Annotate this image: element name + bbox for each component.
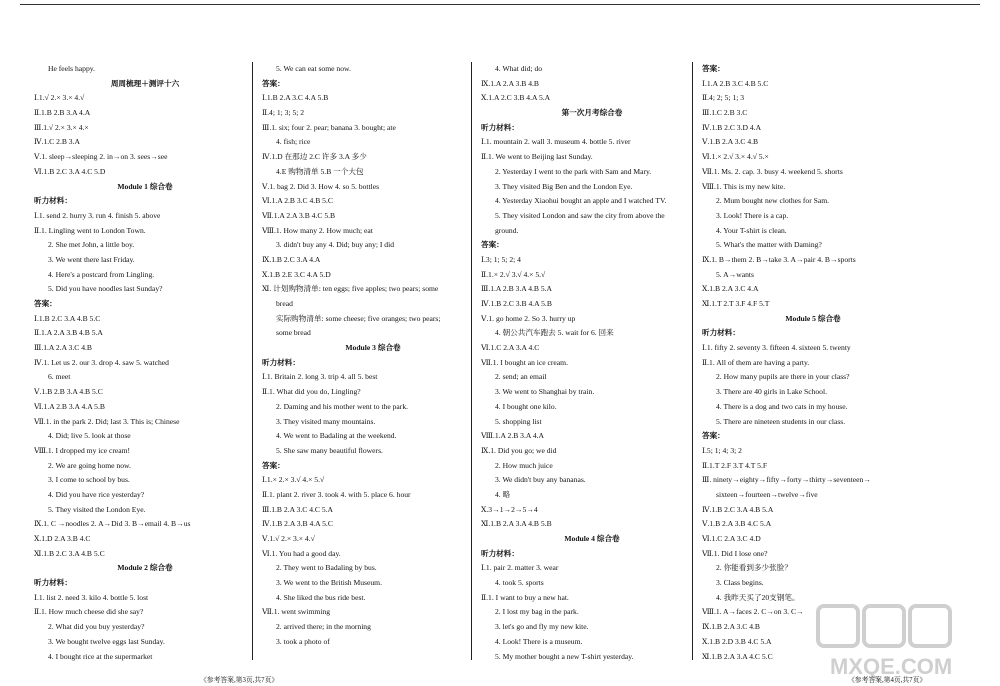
- answer-line: 4. 略: [495, 489, 511, 499]
- answer-line: Ⅵ.1.B 2.C 3.A 4.C 5.D: [34, 166, 106, 176]
- answer-line: 4. She liked the bus ride best.: [276, 592, 366, 602]
- answer-line: 2. arrived there; in the morning: [276, 622, 371, 632]
- answer-line: Ⅰ.1. mountain 2. wall 3. museum 4. bottle 5. river: [481, 137, 631, 147]
- answer-line: Ⅲ. ninety→eighty→fifty→forty→thirty→seventeen→: [702, 475, 871, 485]
- answer-line: Ⅲ.1.√ 2.× 3.× 4.×: [34, 122, 89, 132]
- answer-line: 4.E 购物清单 5.B 一个大包: [276, 166, 364, 176]
- answer-line: Ⅷ.1. This is my new kite.: [702, 181, 786, 191]
- answer-column-3: [481, 62, 703, 662]
- answer-line: Ⅱ.1.B 2.B 3.A 4.A: [34, 108, 91, 118]
- answer-line: Ⅹ.3→1→2→5→4: [481, 504, 538, 514]
- answer-line: Ⅴ.1. go home 2. So 3. hurry up: [481, 313, 576, 323]
- answer-line: Ⅰ.1.B 2.A 3.C 4.A 5.B: [262, 93, 329, 103]
- answer-line: 3. We went to the British Museum.: [276, 578, 382, 588]
- answer-line: Ⅰ.3; 1; 5; 2; 4: [481, 254, 521, 264]
- answer-line: 2. How many pupils are there in your class?: [716, 372, 850, 382]
- answer-line: Ⅶ.1.A 2.A 3.B 4.C 5.B: [262, 210, 336, 220]
- answer-line: Ⅹ.1.A 2.C 3.B 4.A 5.A: [481, 93, 551, 103]
- answer-column-1: [34, 62, 256, 662]
- answer-line: 2. Mum bought new clothes for Sam.: [716, 196, 830, 206]
- answer-line: 5. They visited the London Eye.: [48, 504, 146, 514]
- answer-line: ground.: [495, 225, 519, 235]
- answer-line: 5. We can eat some now.: [276, 64, 351, 73]
- answer-line: bread: [276, 299, 293, 308]
- answer-line: Ⅹ.1.B 2.D 3.B 4.C 5.A: [702, 636, 772, 646]
- answer-line: Ⅺ.1.B 2.C 3.A 4.B 5.C: [34, 548, 105, 558]
- answer-line: Ⅳ.1.B 2.C 3.A 4.B 5.A: [702, 504, 774, 514]
- answer-line: 5. shopping list: [495, 416, 542, 426]
- answer-line: Ⅴ.1. sleep→sleeping 2. in→on 3. sees→see: [34, 152, 168, 162]
- answer-line: Ⅷ.1. A→faces 2. C→on 3. C→: [702, 607, 804, 617]
- section-heading: Module 5 综合卷: [785, 313, 841, 323]
- answer-line: Ⅰ.1.B 2.C 3.A 4.B 5.C: [34, 313, 101, 323]
- answer-line: 4. Here's a postcard from Lingling.: [48, 269, 155, 279]
- answer-line: Ⅹ.1.B 2.A 3.C 4.A: [702, 284, 759, 294]
- answer-line: 5. They visited London and saw the city from above the: [495, 210, 665, 220]
- answer-line: 3. They visited many mountains.: [276, 416, 376, 426]
- answer-line: Ⅴ.1.√ 2.× 3.× 4.√: [262, 534, 315, 543]
- answer-line: Ⅱ.1. We went to Beijing last Sunday.: [481, 152, 593, 162]
- answer-line: 2. Yesterday I went to the park with Sam and Mary.: [495, 166, 652, 176]
- section-heading: 周周梳理＋测评十六: [110, 78, 180, 88]
- answer-line: Ⅵ.1.× 2.√ 3.× 4.√ 5.×: [702, 152, 769, 162]
- answer-line: 4. I bought one kilo.: [495, 401, 557, 411]
- answer-line: Ⅰ.1. fifty 2. seventy 3. fifteen 4. sixteen 5. twenty: [702, 343, 851, 353]
- answer-line: 5. My mother bought a new T-shirt yesterday.: [495, 651, 634, 661]
- answer-line: He feels happy.: [48, 64, 95, 73]
- answer-line: Ⅱ.1. All of them are having a party.: [702, 357, 810, 367]
- top-rule: [20, 4, 980, 5]
- answer-line: Ⅸ.1. C →noodles 2. A→Did 3. B→email 4. B→us: [34, 519, 191, 529]
- answer-line: Ⅳ.1.D 在那边 2.C 许多 3.A 多少: [262, 152, 367, 162]
- subsection-label: 听力材料：: [702, 328, 740, 338]
- answer-line: Ⅺ.1.B 2.A 3.A 4.C 5.C: [702, 651, 773, 661]
- column-divider: [692, 62, 693, 660]
- answer-line: 实际购物清单: some cheese; five oranges; two pears;: [276, 313, 441, 323]
- answer-line: 3. Look! There is a cap.: [716, 210, 789, 220]
- page-footer-right: 《参考答案,第4页,共7页》: [848, 677, 927, 684]
- answer-line: 2. 你能看到多少张脸？: [716, 563, 792, 573]
- answer-line: 5. A→wants: [716, 269, 754, 279]
- answer-line: Ⅳ.1.B 2.A 3.B 4.A 5.C: [262, 519, 333, 529]
- answer-line: Ⅸ.1.A 2.A 3.B 4.B: [481, 78, 539, 88]
- answer-line: 4. What did; do: [495, 64, 543, 73]
- answer-line: Ⅲ.1.A 2.A 3.C 4.B: [34, 343, 92, 353]
- answer-line: Ⅴ.1.B 2.B 3.A 4.B 5.C: [34, 387, 103, 397]
- answer-line: 2. I lost my bag in the park.: [495, 607, 579, 617]
- section-heading: Module 3 综合卷: [345, 343, 401, 353]
- answer-line: 3. let's go and fly my new kite.: [495, 622, 589, 632]
- answer-line: Ⅰ.1. pair 2. matter 3. wear: [481, 563, 559, 573]
- answer-line: Ⅴ.1.B 2.A 3.B 4.C 5.A: [702, 519, 772, 529]
- answer-line: 5. What's the matter with Daming?: [716, 240, 822, 250]
- answer-line: Ⅶ.1. went swimming: [262, 607, 331, 617]
- watermark-text: MXQE.COM: [830, 654, 953, 679]
- answer-line: Ⅱ.1. Lingling went to London Town.: [34, 225, 146, 235]
- column-divider: [471, 62, 472, 660]
- answer-line: Ⅱ.1.T 2.F 3.T 4.T 5.F: [702, 460, 768, 470]
- watermark-logo: [812, 600, 992, 680]
- answer-line: 5. Did you have noodles last Sunday?: [48, 284, 163, 294]
- answer-line: Ⅸ.1.B 2.A 3.C 4.B: [702, 622, 760, 632]
- answer-line: Ⅳ.1. Let us 2. our 3. drop 4. saw 5. watched: [34, 357, 169, 367]
- answer-line: Ⅵ.1.C 2.A 3.C 4.D: [702, 534, 761, 543]
- answer-line: 2. She met John, a little boy.: [48, 240, 135, 250]
- answer-line: Ⅳ.1.B 2.C 3.D 4.A: [702, 122, 762, 132]
- answer-line: Ⅸ.1. B→them 2. B→take 3. A→pair 4. B→sports: [702, 254, 856, 264]
- answer-line: some bread: [276, 328, 311, 338]
- subsection-label: 答案：: [702, 64, 725, 73]
- subsection-label: 听力材料：: [481, 122, 519, 132]
- answer-line: Ⅲ.1. six; four 2. pear; banana 3. bought; ate: [262, 122, 396, 132]
- answer-line: Ⅲ.1.B 2.A 3.C 4.C 5.A: [262, 504, 334, 514]
- subsection-label: 答案：: [702, 431, 725, 441]
- section-heading: Module 4 综合卷: [564, 534, 620, 543]
- answer-line: 4. took 5. sports: [495, 578, 544, 588]
- answer-line: 2. Daming and his mother went to the park.: [276, 401, 409, 411]
- section-heading: Module 2 综合卷: [117, 563, 173, 573]
- answer-line: Ⅶ.1. Did I lose one?: [702, 548, 768, 558]
- answer-line: Ⅰ.1.A 2.B 3.C 4.B 5.C: [702, 78, 769, 88]
- answer-line: 3. I come to school by bus.: [48, 475, 130, 485]
- answer-line: 5. She saw many beautiful flowers.: [276, 445, 383, 455]
- answer-line: Ⅲ.1.C 2.B 3.C: [702, 108, 748, 118]
- answer-line: 2. send; an email: [495, 372, 547, 382]
- answer-line: Ⅶ.1. I bought an ice cream.: [481, 357, 568, 367]
- answer-line: Ⅵ.1.A 2.B 3.A 4.A 5.B: [34, 401, 105, 411]
- answer-line: Ⅺ.1.B 2.A 3.A 4.B 5.B: [481, 519, 552, 529]
- answer-line: 2. We are going home now.: [48, 460, 131, 470]
- answer-line: 2. How much juice: [495, 460, 553, 470]
- answer-line: 3. We didn't buy any bananas.: [495, 475, 586, 485]
- answer-line: Ⅰ.1. send 2. hurry 3. run 4. finish 5. above: [34, 210, 161, 220]
- answer-line: Ⅱ.4; 2; 5; 1; 3: [702, 93, 745, 103]
- answer-line: 3. We went to Shanghai by train.: [495, 387, 595, 397]
- answer-line: Ⅷ.1.A 2.B 3.A 4.A: [481, 431, 545, 441]
- answer-line: Ⅱ.1. How much cheese did she say?: [34, 607, 144, 617]
- answer-line: Ⅵ.1.C 2.A 3.A 4.C: [481, 343, 540, 353]
- answer-line: 2. What did you buy yesterday?: [48, 622, 145, 632]
- answer-line: Ⅳ.1.B 2.C 3.B 4.A 5.B: [481, 299, 552, 308]
- answer-line: Ⅺ. 计划购物清单: ten eggs; five apples; two pears; some: [262, 284, 439, 294]
- answer-line: 3. We went there last Friday.: [48, 254, 135, 264]
- answer-line: 5. There are nineteen students in our class.: [716, 416, 846, 426]
- answer-column-4: [702, 62, 924, 662]
- answer-line: 3. There are 40 girls in Lake School.: [716, 387, 827, 397]
- answer-line: 4. There is a dog and two cats in my house.: [716, 401, 848, 411]
- answer-line: Ⅴ.1. bag 2. Did 3. How 4. so 5. bottles: [262, 181, 380, 191]
- subsection-label: 答案：: [34, 299, 57, 308]
- section-heading: Module 1 综合卷: [117, 181, 173, 191]
- answer-line: Ⅲ.1.A 2.B 3.A 4.B 5.A: [481, 284, 553, 294]
- answer-line: 4. I bought rice at the supermarket: [48, 651, 153, 661]
- answer-line: Ⅰ.1.√ 2.× 3.× 4.√: [34, 93, 85, 103]
- answer-line: 4. fish; rice: [276, 137, 311, 147]
- answer-line: Ⅷ.1. I dropped my ice cream!: [34, 445, 131, 455]
- subsection-label: 答案：: [481, 240, 504, 250]
- answer-line: 4. We went to Badaling at the weekend.: [276, 431, 397, 441]
- answer-line: Ⅶ.1. in the park 2. Did; last 3. This is; Chinese: [34, 416, 180, 426]
- subsection-label: 听力材料：: [262, 357, 300, 367]
- answer-line: Ⅰ.1.× 2.× 3.√ 4.× 5.√: [262, 475, 325, 485]
- answer-line: Ⅸ.1.B 2.C 3.A 4.A: [262, 254, 321, 264]
- answer-line: 4. Yesterday Xiaohui bought an apple and I watched TV.: [495, 196, 667, 206]
- answer-line: 2. They went to Badaling by bus.: [276, 563, 377, 573]
- page-footer-left: 《参考答案,第3页,共7页》: [200, 677, 279, 684]
- section-heading: 第一次月考综合卷: [561, 108, 623, 118]
- subsection-label: 听力材料：: [34, 578, 72, 588]
- answer-line: 4. 我昨天买了20支钢笔。: [716, 592, 800, 602]
- answer-line: Ⅸ.1. Did you go; we did: [481, 445, 557, 455]
- answer-line: Ⅵ.1. You had a good day.: [262, 548, 341, 558]
- answer-line: 4. 朝公共汽车跑去 5. wait for 6. 回来: [495, 328, 614, 338]
- subsection-label: 答案：: [262, 460, 285, 470]
- answer-line: 3. We bought twelve eggs last Sunday.: [48, 636, 165, 646]
- answer-line: Ⅱ.1. What did you do, Lingling?: [262, 387, 361, 397]
- answer-line: Ⅱ.1.A 2.A 3.B 4.B 5.A: [34, 328, 103, 338]
- answer-line: Ⅱ.1. I want to buy a new hat.: [481, 592, 569, 602]
- column-divider: [252, 62, 253, 660]
- answer-line: 4. Look! There is a museum.: [495, 636, 583, 646]
- answer-line: Ⅰ.1. Britain 2. long 3. trip 4. all 5. best: [262, 372, 378, 382]
- answer-line: Ⅱ.1. plant 2. river 3. took 4. with 5. place 6. hour: [262, 489, 411, 499]
- subsection-label: 听力材料：: [481, 548, 519, 558]
- answer-line: 4. Your T-shirt is clean.: [716, 225, 787, 235]
- answer-line: 3. took a photo of: [276, 636, 330, 646]
- answer-line: Ⅵ.1.A 2.B 3.C 4.B 5.C: [262, 196, 333, 206]
- answer-line: Ⅺ.1.T 2.T 3.F 4.F 5.T: [702, 299, 770, 308]
- answer-line: Ⅶ.1. Ms. 2. cap. 3. busy 4. weekend 5. shorts: [702, 166, 843, 176]
- answer-line: sixteen→fourteen→twelve→five: [716, 489, 818, 499]
- answer-line: 6. meet: [48, 372, 71, 382]
- answer-line: Ⅹ.1.B 2.E 3.C 4.A 5.D: [262, 269, 331, 279]
- answer-line: 3. Class begins.: [716, 578, 764, 588]
- subsection-label: 答案：: [262, 78, 285, 88]
- answer-column-2: [262, 62, 484, 662]
- answer-line: Ⅰ.1. list 2. need 3. kilo 4. bottle 5. lost: [34, 592, 149, 602]
- answer-line: 3. didn't buy any 4. Did; buy any; I did: [276, 240, 395, 250]
- answer-line: Ⅳ.1.C 2.B 3.A: [34, 137, 80, 147]
- answer-line: Ⅱ.4; 1; 3; 5; 2: [262, 108, 305, 118]
- answer-line: 4. Did you have rice yesterday?: [48, 489, 145, 499]
- answer-line: Ⅴ.1.B 2.A 3.C 4.B: [702, 137, 759, 147]
- answer-line: Ⅱ.1.× 2.√ 3.√ 4.× 5.√: [481, 269, 546, 279]
- answer-line: Ⅹ.1.D 2.A 3.B 4.C: [34, 534, 91, 543]
- subsection-label: 听力材料：: [34, 196, 72, 206]
- answer-line: 4. Did; live 5. look at those: [48, 431, 131, 441]
- answer-line: Ⅰ.5; 1; 4; 3; 2: [702, 445, 742, 455]
- answer-line: 3. They visited Big Ben and the London Eye.: [495, 181, 633, 191]
- answer-line: Ⅷ.1. How many 2. How much; eat: [262, 225, 373, 235]
